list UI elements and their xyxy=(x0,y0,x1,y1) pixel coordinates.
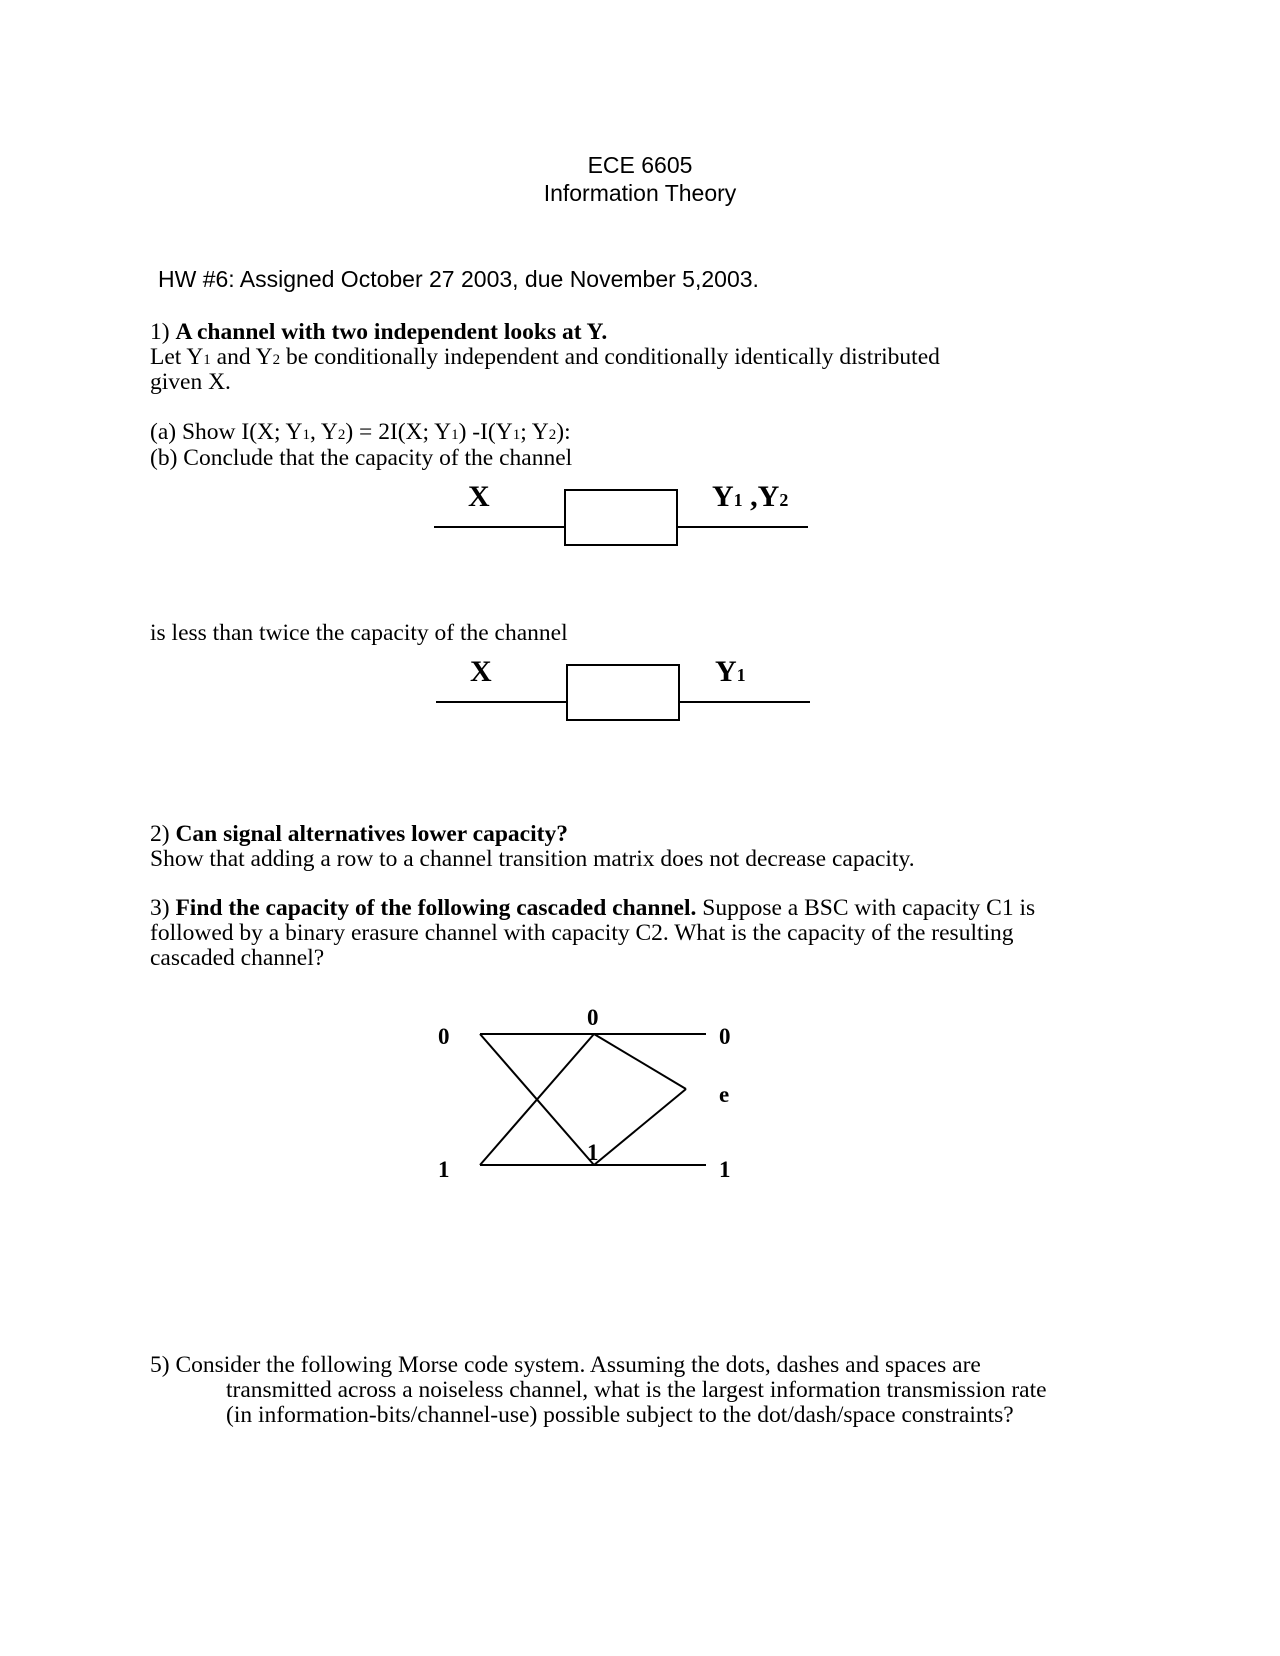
problem-1-part-a: (a) Show I(X; Y1, Y2) = 2I(X; Y1) -I(Y1; Y2): xyxy=(150,419,571,445)
cascade-middle-1: 1 xyxy=(587,1140,599,1165)
problem-1-description: Let Y1 and Y2 be conditionally independent and conditionally identically distributed xyxy=(150,344,940,370)
problem-5-line3: (in information-bits/channel-use) possible subject to the dot/dash/space constraints? xyxy=(226,1402,1014,1428)
problem-2-description: Show that adding a row to a channel transition matrix does not decrease capacity. xyxy=(150,846,915,872)
problem-3-desc-line2: followed by a binary erasure channel with capacity C2. What is the capacity of the resulting xyxy=(150,920,1014,946)
course-subject: Information Theory xyxy=(543,180,737,206)
cascade-input-1: 1 xyxy=(438,1157,450,1182)
problem-3-title: Find the capacity of the following cascaded channel. xyxy=(175,895,697,921)
cascade-erasure-from-1 xyxy=(594,1089,686,1165)
problem-5-number: 5) xyxy=(150,1352,170,1378)
homework-line: HW #6: Assigned October 27 2003, due November 5,2003. xyxy=(158,266,759,292)
cascade-output-1: 1 xyxy=(719,1157,731,1182)
problem-1-middle-text: is less than twice the capacity of the channel xyxy=(150,620,568,646)
course-code: ECE 6605 xyxy=(587,152,693,178)
diagram1-input-label: X xyxy=(468,480,490,513)
cascade-middle-0: 0 xyxy=(587,1005,599,1030)
diagram2-channel-box xyxy=(567,665,679,720)
cascade-output-erasure: e xyxy=(719,1082,730,1107)
cascade-erasure-from-0 xyxy=(594,1034,686,1089)
problem-5-line2: transmitted across a noiseless channel, what is the largest information transmission rate xyxy=(226,1377,1047,1403)
problem-2-title: Can signal alternatives lower capacity? xyxy=(175,821,568,847)
problem-5-line1: 5) Consider the following Morse code system. Assuming the dots, dashes and spaces are xyxy=(150,1352,981,1378)
cascade-output-0: 0 xyxy=(719,1024,731,1049)
problem-3-number: 3) xyxy=(150,895,170,921)
diagram1-channel-box xyxy=(565,490,677,545)
problem-1-number: 1) xyxy=(150,319,170,345)
cascade-input-0: 0 xyxy=(438,1024,450,1049)
problem-3-desc-line3: cascaded channel? xyxy=(150,945,325,971)
problem-2-number: 2) xyxy=(150,821,170,847)
problem-1-description-line2: given X. xyxy=(150,369,231,395)
diagram2-output-label: Y1 xyxy=(715,655,746,688)
problem-1-title: A channel with two independent looks at Y. xyxy=(175,319,608,345)
problem-3-desc-line1: Suppose a BSC with capacity C1 is xyxy=(696,895,1036,921)
diagram1-output-label: Y1 ,Y2 xyxy=(712,480,789,513)
diagram2-input-label: X xyxy=(470,655,492,688)
problem-1-part-b: (b) Conclude that the capacity of the channel xyxy=(150,445,573,471)
